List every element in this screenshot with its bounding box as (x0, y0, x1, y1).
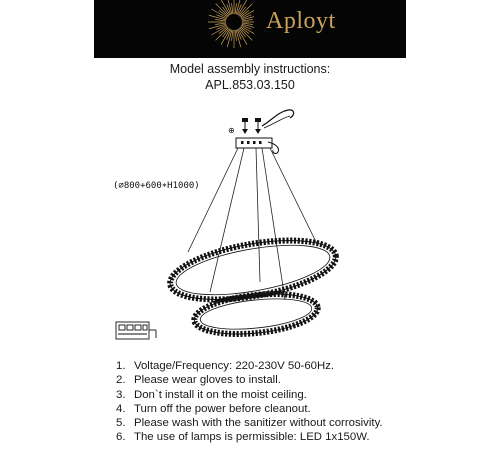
instruction-text: Don`t install it on the moist ceiling. (134, 388, 307, 401)
instruction-number: 2. (116, 374, 126, 387)
instruction-number: 1. (116, 360, 126, 372)
instruction-item (116, 388, 383, 402)
document-title: Model assembly instructions: (169, 62, 331, 76)
instruction-item (116, 402, 383, 416)
instruction-item (116, 416, 383, 430)
instruction-number: 6. (116, 431, 126, 444)
instruction-text: Please wash with the sanitizer without corrosivity. (134, 417, 383, 430)
ceiling-canopy-icon (228, 110, 294, 154)
instruction-number: 3. (116, 388, 126, 401)
instruction-number: 5. (116, 417, 126, 430)
inner-crystal-ring (192, 289, 319, 340)
led-driver-icon (116, 322, 156, 339)
instruction-text: The use of lamps is permissible: LED 1x150W. (134, 431, 370, 444)
instruction-item (116, 373, 383, 387)
dimensions-label: (⌀800+600∗H1000) (113, 181, 200, 191)
suspension-cables (188, 148, 318, 300)
svg-text:⊕: ⊕ (228, 126, 235, 135)
instruction-number: 4. (116, 402, 126, 415)
instruction-item (116, 430, 383, 444)
instructions-list (116, 359, 383, 445)
instruction-text: Voltage/Frequency: 220-230V 50-60Hz. (134, 360, 335, 372)
brand-name: Aployt (266, 8, 336, 34)
instruction-text: Turn off the power before cleanout. (134, 402, 311, 415)
instruction-text: Please wear gloves to install. (134, 374, 281, 387)
instruction-item (116, 359, 383, 373)
model-number: APL.853.03.150 (205, 78, 295, 92)
